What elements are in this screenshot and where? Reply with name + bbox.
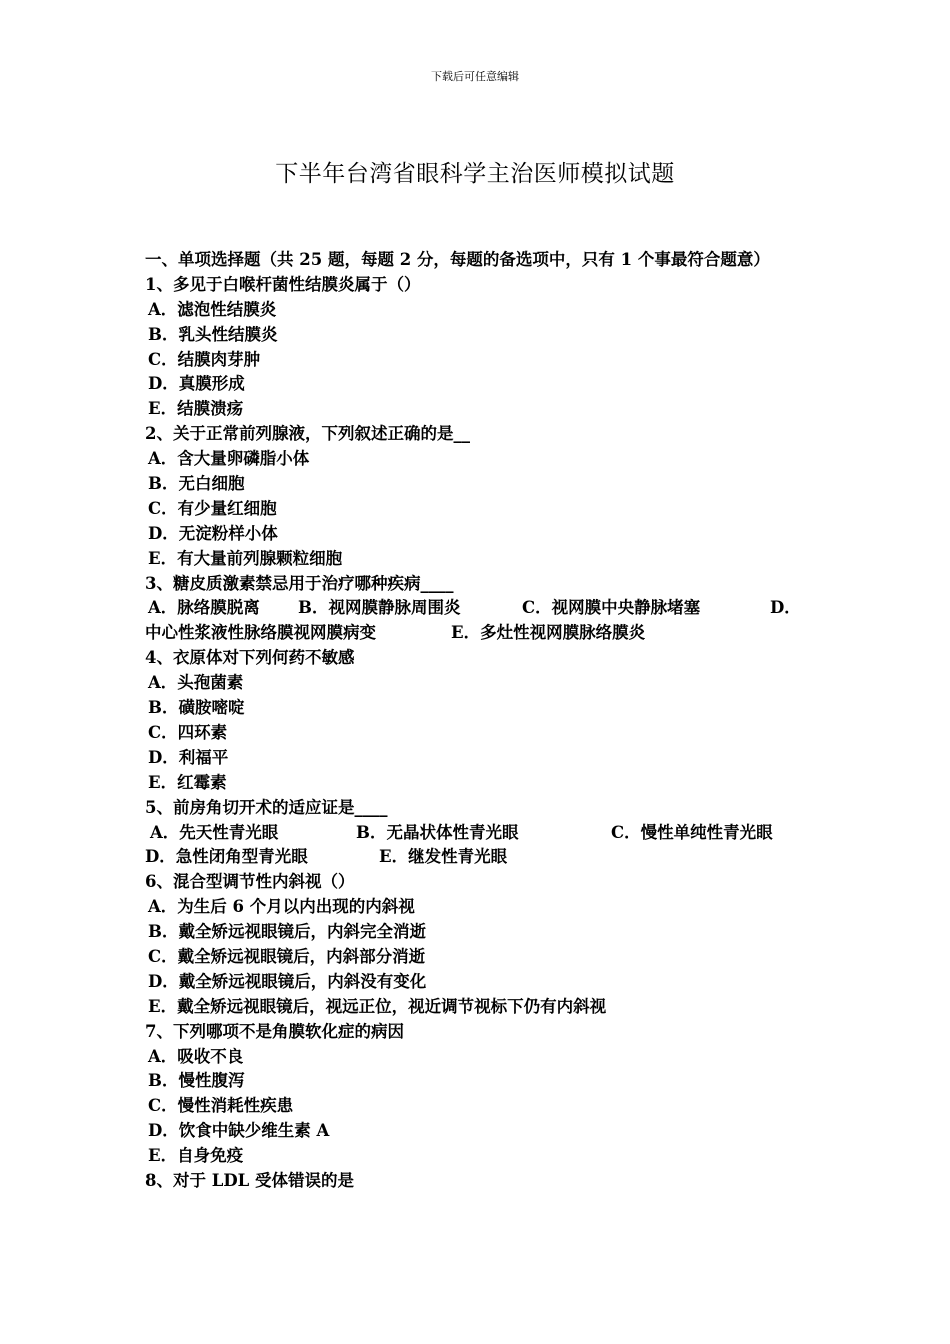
option-d-text: 中心性浆液性脉络膜视网膜病变 [145,623,376,643]
option-e: E．继发性青光眼 [379,847,508,867]
option-b: B．无白细胞 [148,474,245,494]
option-d: D．饮食中缺少维生素 A [148,1121,330,1141]
option-a: A．为生后 6 个月以内出现的内斜视 [148,897,415,917]
option-d-label: D． [770,598,801,618]
page-title: 下半年台湾省眼科学主治医师模拟试题 [275,161,675,187]
option-e: E．红霉素 [148,772,227,792]
option-b: B．慢性腹泻 [148,1071,245,1091]
option-a: A．含大量卵磷脂小体 [148,449,310,469]
option-a: A．先天性青光眼 [150,822,279,842]
options-row [145,621,815,646]
option-b: B．无晶状体性青光眼 [356,822,519,842]
option-c: C．慢性消耗性疾患 [148,1096,294,1116]
header-note: 下载后可任意编辑 [431,70,519,83]
section-heading: 一、单项选择题（共 25 题，每题 2 分，每题的备选项中，只有 1 个事最符合题意） [145,250,770,269]
exam-content [145,248,815,1194]
option-a: A．吸收不良 [148,1046,244,1066]
option-a: A．滤泡性结膜炎 [148,299,277,319]
option-d: D．戴全矫远视眼镜后，内斜没有变化 [148,971,427,991]
option-e: E．自身免疫 [148,1146,244,1166]
option-d: D．利福平 [148,747,229,767]
option-c: C．有少量红细胞 [148,498,277,518]
option-c: C．四环素 [148,722,228,742]
question-stem: 4、衣原体对下列何药不敏感 [145,648,355,668]
option-c: C．慢性单纯性青光眼 [611,822,773,842]
question-stem: 6、混合型调节性内斜视（） [145,872,355,892]
option-c: C．结膜肉芽肿 [148,349,261,369]
question-stem: 7、下列哪项不是角膜软化症的病因 [145,1021,404,1041]
option-d: D．真膜形成 [148,374,245,394]
options-row [145,596,815,621]
option-c: C．视网膜中央静脉堵塞 [522,598,701,618]
question-stem: 3、糖皮质激素禁忌用于治疗哪种疾病____ [145,573,454,593]
option-b: B．视网膜静脉周围炎 [298,598,461,618]
option-d: D．无淀粉样小体 [148,523,278,543]
option-a: A．脉络膜脱离 [148,598,260,618]
options-row [145,821,815,846]
question-stem: 5、前房角切开术的适应证是____ [145,797,388,817]
option-c: C．戴全矫远视眼镜后，内斜部分消逝 [148,946,426,966]
option-b: B．乳头性结膜炎 [148,324,278,344]
question-stem: 2、关于正常前列腺液，下列叙述正确的是__ [145,424,470,444]
option-e: E．戴全矫远视眼镜后，视远正位，视近调节视标下仍有内斜视 [148,996,607,1016]
option-e: E．有大量前列腺颗粒细胞 [148,548,343,568]
option-b: B．磺胺嘧啶 [148,698,245,718]
option-d: D．急性闭角型青光眼 [145,847,308,867]
option-e: E．多灶性视网膜脉络膜炎 [451,623,646,643]
question-stem: 8、对于 LDL 受体错误的是 [145,1170,354,1190]
option-b: B．戴全矫远视眼镜后，内斜完全消逝 [148,922,426,942]
options-row [145,845,815,870]
option-a: A．头孢菌素 [148,673,244,693]
question-stem: 1、多见于白喉杆菌性结膜炎属于（） [145,274,421,294]
option-e: E．结膜溃疡 [148,399,244,419]
